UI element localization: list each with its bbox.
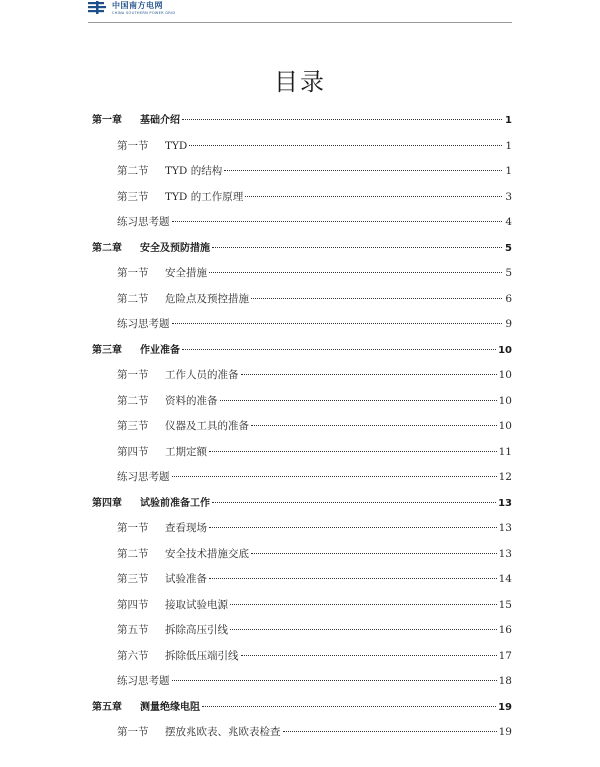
- toc-entry-title: TYD 的结构: [165, 165, 223, 177]
- toc-page-number: 16: [498, 624, 512, 636]
- toc-chapter-row[interactable]: [92, 236, 512, 262]
- toc-entry-number: 第一节: [117, 522, 149, 534]
- toc-page-number: 19: [498, 726, 512, 738]
- toc-section-row[interactable]: [92, 134, 512, 160]
- toc-entry-number: 第五节: [117, 624, 149, 636]
- toc-entry-number: 第四章: [92, 497, 122, 509]
- toc-page-number: 1: [505, 139, 512, 152]
- toc-page-number: 5: [505, 267, 512, 279]
- dot-leader: [172, 476, 497, 477]
- toc-entry-title: 拆除高压引线: [165, 624, 228, 636]
- toc-page-number: 10: [498, 420, 512, 432]
- toc-entry-title: 基础介绍: [140, 115, 180, 126]
- toc-entry-title: 仪器及工具的准备: [165, 420, 249, 432]
- toc-section-row[interactable]: [92, 644, 512, 670]
- toc-entry-number: 第一节: [117, 726, 149, 738]
- toc-page-number: 4: [505, 216, 512, 228]
- toc-entry-number: 第一章: [92, 115, 122, 126]
- toc-entry-number: 第六节: [117, 649, 149, 662]
- toc-entry-title: TYD: [165, 139, 188, 152]
- dot-leader: [209, 527, 497, 528]
- toc-entry-title: 接取试验电源: [165, 598, 228, 611]
- toc-entry-number: 第一节: [117, 267, 149, 279]
- dot-leader: [251, 298, 502, 299]
- toc-section-row[interactable]: [92, 159, 512, 185]
- toc-entry-title: 安全措施: [165, 267, 207, 279]
- toc-page-number: 19: [498, 701, 512, 713]
- toc-section-row[interactable]: [92, 593, 512, 619]
- dot-leader: [202, 706, 496, 707]
- toc-chapter-row[interactable]: [92, 695, 512, 721]
- toc-exercise-row[interactable]: [92, 669, 512, 695]
- toc-page-number: 18: [498, 675, 512, 687]
- toc-page-number: 1: [505, 115, 512, 126]
- toc-page-number: 5: [505, 242, 512, 254]
- toc-chapter-row[interactable]: [92, 491, 512, 517]
- toc-entry-title: 资料的准备: [165, 394, 218, 407]
- toc-entry-title: 拆除低压端引线: [165, 649, 239, 662]
- toc-section-row[interactable]: [92, 414, 512, 440]
- toc-entry-number: 第二节: [117, 292, 149, 305]
- toc-exercise-row[interactable]: [92, 465, 512, 491]
- toc-section-row[interactable]: [92, 440, 512, 466]
- dot-leader: [209, 578, 497, 579]
- toc-page-number: 12: [498, 471, 512, 483]
- toc-page-number: 13: [498, 547, 512, 560]
- toc-entry-number: 第五章: [92, 701, 122, 713]
- toc-page-number: 3: [505, 190, 512, 203]
- toc-entry-title: 练习思考题: [117, 675, 170, 687]
- toc-exercise-row[interactable]: [92, 312, 512, 338]
- toc-entry-number: 第一节: [117, 139, 149, 152]
- toc-page-number: 6: [505, 292, 512, 305]
- toc-section-row[interactable]: [92, 363, 512, 389]
- toc-chapter-row[interactable]: [92, 108, 512, 134]
- dot-leader: [241, 374, 497, 375]
- toc-chapter-row[interactable]: [92, 338, 512, 364]
- dot-leader: [241, 655, 497, 656]
- logo-text-cn: 中国南方电网: [112, 1, 163, 10]
- toc-page-number: 17: [498, 649, 512, 662]
- dot-leader: [209, 451, 497, 452]
- dot-leader: [182, 119, 502, 120]
- page-title: 目录: [274, 68, 326, 96]
- dot-leader: [245, 196, 502, 197]
- csg-logo-icon: [88, 1, 108, 15]
- toc-entry-title: 测量绝缘电阻: [140, 701, 200, 713]
- toc-entry-number: 第三节: [117, 420, 149, 432]
- dot-leader: [182, 349, 496, 350]
- toc-entry-title: 练习思考题: [117, 216, 170, 228]
- toc-entry-number: 第二节: [117, 165, 149, 177]
- toc-section-row[interactable]: [92, 389, 512, 415]
- toc-entry-number: 第三章: [92, 344, 122, 356]
- toc-entry-number: 第二章: [92, 242, 122, 254]
- toc-section-row[interactable]: [92, 720, 512, 746]
- toc-entry-number: 第二节: [117, 547, 149, 560]
- toc-entry-title: 危险点及预控措施: [165, 292, 249, 305]
- toc-section-row[interactable]: [92, 567, 512, 593]
- dot-leader: [220, 400, 497, 401]
- toc-entry-title: 试验准备: [165, 573, 207, 585]
- toc-exercise-row[interactable]: [92, 210, 512, 236]
- dot-leader: [230, 604, 497, 605]
- logo-text-en: CHINA SOUTHERN POWER GRID: [112, 11, 176, 15]
- toc-entry-title: 作业准备: [140, 344, 180, 356]
- toc-entry-title: 安全技术措施交底: [165, 547, 249, 560]
- toc-page-number: 1: [505, 165, 512, 177]
- toc-entry-title: 练习思考题: [117, 471, 170, 483]
- toc-section-row[interactable]: [92, 618, 512, 644]
- toc-section-row[interactable]: [92, 287, 512, 313]
- dot-leader: [251, 553, 497, 554]
- dot-leader: [283, 731, 497, 732]
- dot-leader: [251, 425, 497, 426]
- toc-entry-number: 第四节: [117, 598, 149, 611]
- toc-page-number: 11: [498, 445, 512, 458]
- toc-page-number: 13: [498, 522, 512, 534]
- toc-entry-number: 第二节: [117, 394, 149, 407]
- toc-section-row[interactable]: [92, 542, 512, 568]
- toc-entry-number: 第四节: [117, 445, 149, 458]
- toc-page-number: 14: [498, 573, 512, 585]
- toc-entry-title: 练习思考题: [117, 318, 170, 330]
- toc-entry-title: TYD 的工作原理: [165, 190, 244, 203]
- toc-entry-number: 第三节: [117, 573, 149, 585]
- toc-entry-number: 第一节: [117, 369, 149, 381]
- dot-leader: [189, 145, 502, 146]
- toc-entry-title: 查看现场: [165, 522, 207, 534]
- dot-leader: [172, 323, 503, 324]
- toc-page-number: 10: [498, 394, 512, 407]
- toc-entry-title: 试验前准备工作: [140, 497, 210, 509]
- toc-page-number: 15: [498, 598, 512, 611]
- toc-page-number: 10: [498, 344, 512, 356]
- dot-leader: [172, 221, 503, 222]
- toc-section-row[interactable]: [92, 185, 512, 211]
- toc-entry-number: 第三节: [117, 190, 149, 203]
- dot-leader: [224, 170, 502, 171]
- dot-leader: [212, 502, 496, 503]
- page-header: [88, 0, 512, 23]
- toc-entry-title: 工期定额: [165, 445, 207, 458]
- dot-leader: [172, 680, 497, 681]
- dot-leader: [209, 272, 502, 273]
- toc-entry-title: 安全及预防措施: [140, 242, 210, 254]
- dot-leader: [230, 629, 497, 630]
- toc-page-number: 9: [505, 318, 512, 330]
- toc-entry-title: 摆放兆欧表、兆欧表检查: [165, 726, 281, 738]
- toc-page-number: 10: [498, 369, 512, 381]
- toc-section-row[interactable]: [92, 261, 512, 287]
- toc-section-row[interactable]: [92, 516, 512, 542]
- table-of-contents: [92, 108, 512, 746]
- dot-leader: [212, 247, 502, 248]
- toc-page-number: 13: [498, 497, 512, 509]
- toc-entry-title: 工作人员的准备: [165, 369, 239, 381]
